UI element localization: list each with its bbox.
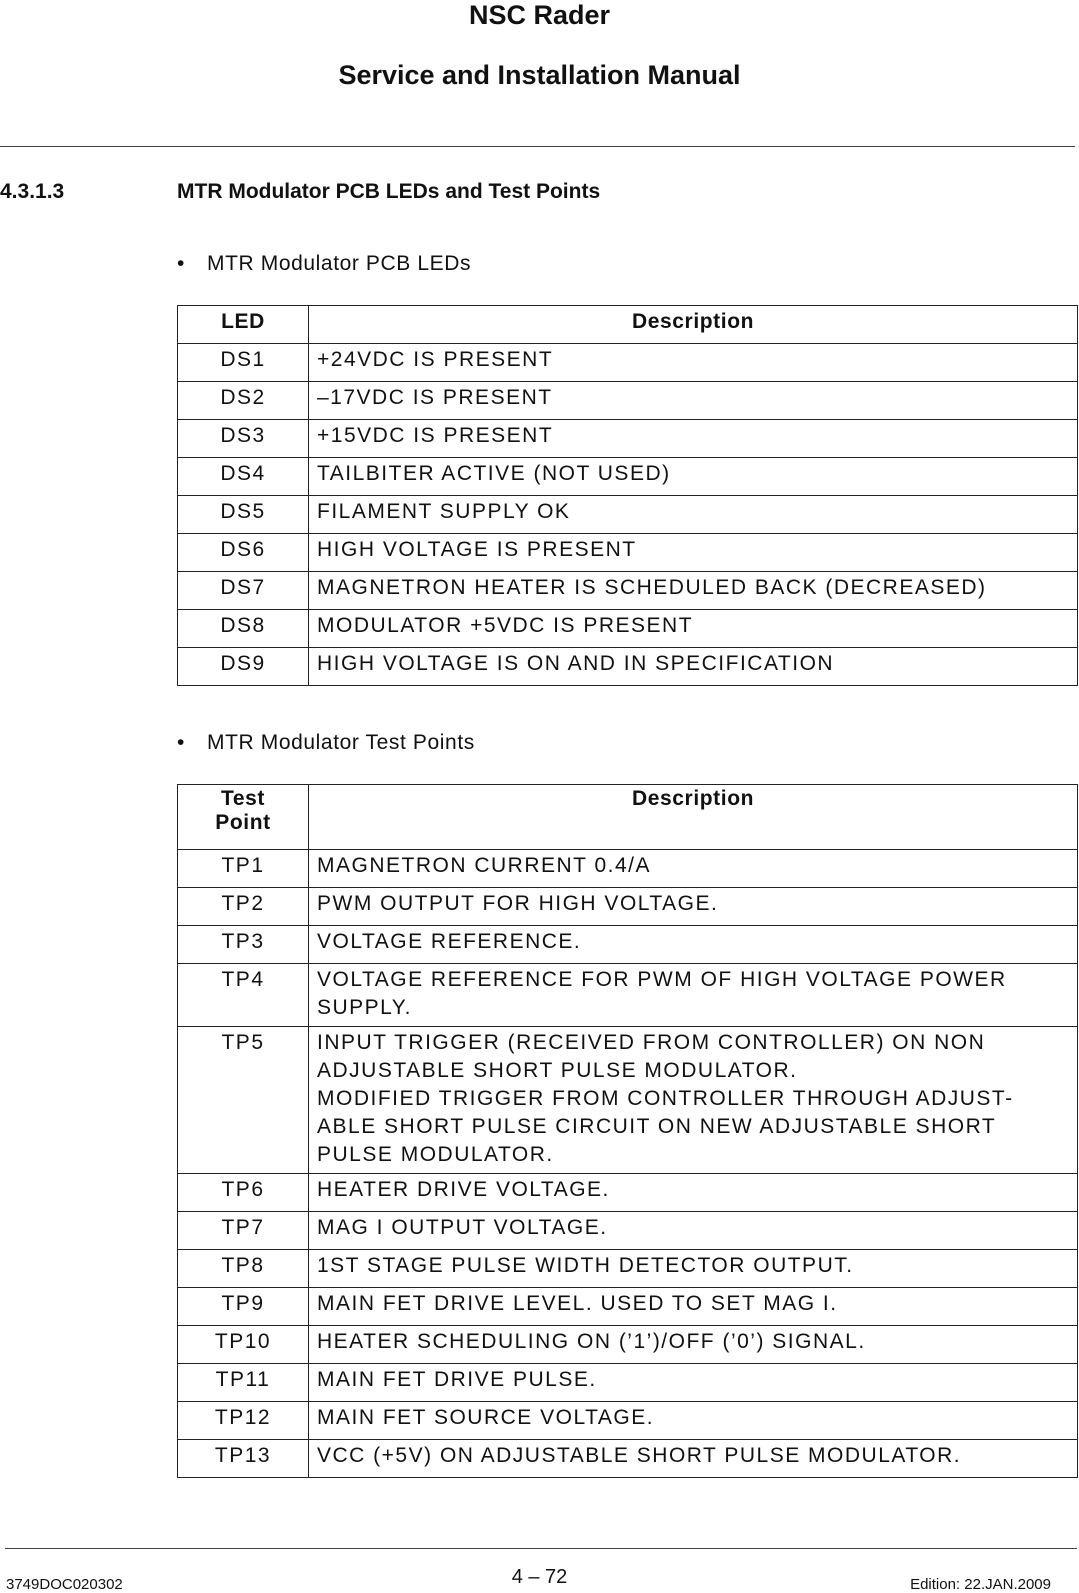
- led-table-body: [178, 344, 1078, 686]
- led-row: [178, 496, 1078, 534]
- test-point-row-description-line: ABLE SHORT PULSE CIRCUIT ON NEW ADJUSTABLE SHORT: [317, 1115, 997, 1138]
- led-row-description: +24VDC IS PRESENT: [309, 344, 1078, 382]
- test-point-row-id: TP10: [178, 1326, 309, 1364]
- test-point-row: [178, 1250, 1078, 1288]
- test-point-row-id: TP11: [178, 1364, 309, 1402]
- test-point-row-description: MAIN FET DRIVE PULSE.: [309, 1364, 1078, 1402]
- test-point-row-description-line: INPUT TRIGGER (RECEIVED FROM CONTROLLER) ON NON: [317, 1031, 986, 1054]
- led-row-id: DS6: [178, 534, 309, 572]
- led-row-description: HIGH VOLTAGE IS ON AND IN SPECIFICATION: [309, 648, 1078, 686]
- bullet-led-list: [177, 252, 471, 276]
- footer-doc-number: 3749DOC020302: [6, 1576, 123, 1593]
- test-point-row-id: TP1: [178, 850, 309, 888]
- led-row-description: FILAMENT SUPPLY OK: [309, 496, 1078, 534]
- led-row-description: MAGNETRON HEATER IS SCHEDULED BACK (DECREASED): [309, 572, 1078, 610]
- test-point-row-description-line: SUPPLY.: [317, 996, 412, 1019]
- test-point-row-id: TP9: [178, 1288, 309, 1326]
- test-point-row-description-line: PULSE MODULATOR.: [317, 1143, 554, 1166]
- led-row-description: +15VDC IS PRESENT: [309, 420, 1078, 458]
- led-row-id: DS1: [178, 344, 309, 382]
- test-point-row-description-line: VOLTAGE REFERENCE FOR PWM OF HIGH VOLTAGE POWER: [317, 968, 1007, 991]
- bullet-dot: •: [177, 252, 185, 275]
- test-point-row-description: MAG I OUTPUT VOLTAGE.: [309, 1212, 1078, 1250]
- test-point-row-id: TP5: [178, 1027, 309, 1174]
- bullet-test-point-list: [177, 731, 475, 755]
- test-point-row-id: TP13: [178, 1440, 309, 1478]
- led-row: [178, 648, 1078, 686]
- test-point-row-description: MAIN FET DRIVE LEVEL. USED TO SET MAG I.: [309, 1288, 1078, 1326]
- bullet-dot: •: [177, 731, 185, 754]
- led-desc-col-header: Description: [309, 306, 1078, 344]
- led-row-description: HIGH VOLTAGE IS PRESENT: [309, 534, 1078, 572]
- led-row: [178, 344, 1078, 382]
- section-title: MTR Modulator PCB LEDs and Test Points: [177, 180, 601, 203]
- bullet-test-point-label: MTR Modulator Test Points: [207, 731, 475, 754]
- test-point-row-description-line: MODIFIED TRIGGER FROM CONTROLLER THROUGH ADJUST-: [317, 1087, 1014, 1110]
- test-point-row-description: PWM OUTPUT FOR HIGH VOLTAGE.: [309, 888, 1078, 926]
- test-point-row-id: TP4: [178, 964, 309, 1027]
- test-point-col-header-line2: Point: [215, 811, 271, 834]
- test-point-row: [178, 888, 1078, 926]
- led-row-id: DS4: [178, 458, 309, 496]
- test-point-row: [178, 1326, 1078, 1364]
- section-number: 4.3.1.3: [0, 180, 65, 203]
- test-point-row: [178, 1364, 1078, 1402]
- test-point-table: [177, 784, 1078, 1478]
- led-row: [178, 420, 1078, 458]
- test-point-row-description: HEATER DRIVE VOLTAGE.: [309, 1174, 1078, 1212]
- test-point-row: [178, 1402, 1078, 1440]
- test-point-row-description: VOLTAGE REFERENCE.: [309, 926, 1078, 964]
- page-header-title: NSC Rader: [468, 0, 611, 30]
- test-point-table-header: [178, 785, 1078, 850]
- test-point-row-description: HEATER SCHEDULING ON (’1’)/OFF (’0’) SIGNAL.: [309, 1326, 1078, 1364]
- test-point-row-id: TP7: [178, 1212, 309, 1250]
- led-row: [178, 382, 1078, 420]
- bullet-led-label: MTR Modulator PCB LEDs: [207, 252, 472, 275]
- test-point-row: [178, 1174, 1078, 1212]
- test-point-row-description: MAGNETRON CURRENT 0.4/A: [309, 850, 1078, 888]
- led-row-description: TAILBITER ACTIVE (NOT USED): [309, 458, 1078, 496]
- led-row-id: DS8: [178, 610, 309, 648]
- led-row-id: DS2: [178, 382, 309, 420]
- test-point-row-description: 1ST STAGE PULSE WIDTH DETECTOR OUTPUT.: [309, 1250, 1078, 1288]
- led-table-header: [178, 306, 1078, 344]
- test-point-col-header: [178, 785, 309, 850]
- led-row: [178, 458, 1078, 496]
- test-point-row: [178, 1288, 1078, 1326]
- test-point-row: [178, 926, 1078, 964]
- test-point-row-description: [309, 1027, 1078, 1174]
- test-point-row-description-line: ADJUSTABLE SHORT PULSE MODULATOR.: [317, 1059, 798, 1082]
- test-point-row-description: [309, 964, 1078, 1027]
- led-row: [178, 534, 1078, 572]
- footer-page-number: 4 – 72: [511, 1566, 568, 1588]
- led-row-description: MODULATOR +5VDC IS PRESENT: [309, 610, 1078, 648]
- test-point-row-id: TP3: [178, 926, 309, 964]
- led-row-id: DS5: [178, 496, 309, 534]
- test-point-row-id: TP6: [178, 1174, 309, 1212]
- page-header-subtitle: Service and Installation Manual: [338, 60, 741, 90]
- test-point-col-header-line1: Test: [220, 787, 266, 810]
- test-point-desc-col-header: Description: [309, 785, 1078, 850]
- footer-edition: Edition: 22.JAN.2009: [910, 1576, 1051, 1593]
- led-row: [178, 572, 1078, 610]
- test-point-row-id: TP2: [178, 888, 309, 926]
- led-row-id: DS9: [178, 648, 309, 686]
- header-divider: [0, 146, 1075, 147]
- test-point-row-description: VCC (+5V) ON ADJUSTABLE SHORT PULSE MODULATOR.: [309, 1440, 1078, 1478]
- test-point-row: [178, 1027, 1078, 1174]
- test-point-row: [178, 1440, 1078, 1478]
- test-point-row: [178, 964, 1078, 1027]
- test-point-row: [178, 850, 1078, 888]
- led-row-description: –17VDC IS PRESENT: [309, 382, 1078, 420]
- led-row-id: DS3: [178, 420, 309, 458]
- test-point-row-description: MAIN FET SOURCE VOLTAGE.: [309, 1402, 1078, 1440]
- led-row-id: DS7: [178, 572, 309, 610]
- led-table: [177, 305, 1078, 686]
- footer-divider: [5, 1548, 1077, 1549]
- test-point-table-body: [178, 850, 1078, 1478]
- led-col-header: LED: [178, 306, 309, 344]
- test-point-row-id: TP8: [178, 1250, 309, 1288]
- test-point-row-id: TP12: [178, 1402, 309, 1440]
- test-point-row: [178, 1212, 1078, 1250]
- led-row: [178, 610, 1078, 648]
